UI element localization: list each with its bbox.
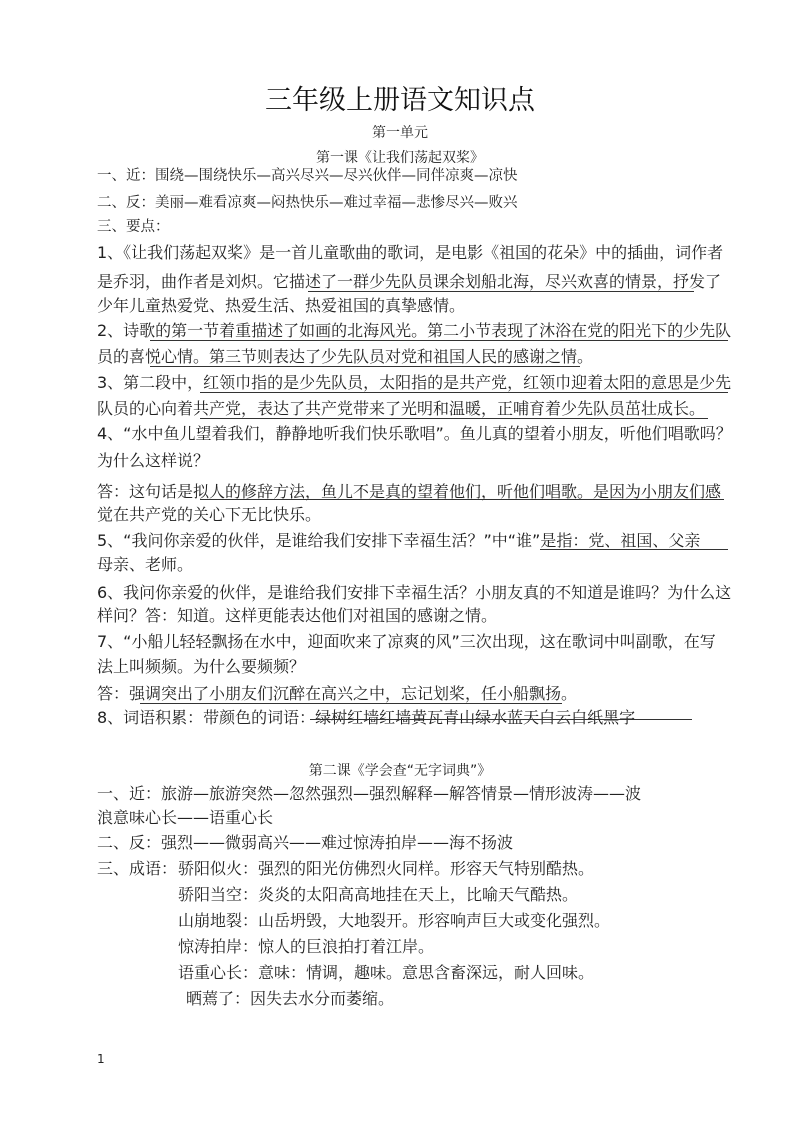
idiom-item: 语重心长：意味：情调，趣味。意思含畜深远，耐人回味。 — [178, 963, 595, 982]
lesson2-near-words-b: 浪意味心长——语重心长 — [97, 808, 274, 827]
lesson2-near-words-a: 一、近：旅游—旅游突然—忽然强烈—强烈解释—解答情景—情形波涛——波 — [97, 784, 642, 803]
idiom-item: 晒蔫了：因失去水分而萎缩。 — [186, 989, 395, 1008]
idiom-item: 骄阳当空：炎炎的太阳高高地挂在天上，比喻天气酷热。 — [178, 885, 579, 904]
point-8: 8、词语积累：带颜色的词语：绿树红墙红墙黄瓦青山绿水蓝天白云白纸黑字 — [97, 708, 636, 727]
point-2-line-b: 员的喜悦心情。第三节则表达了少先队员对党和祖国人民的感谢之情。 — [97, 347, 594, 366]
point-1-line-a: 1、《让我们荡起双桨》是一首儿童歌曲的歌词，是电影《祖国的花朵》中的插曲，词作者 — [97, 243, 724, 262]
underline — [200, 499, 724, 500]
point-5-line-b: 母亲、老师。 — [97, 555, 194, 574]
underline — [140, 703, 562, 704]
lesson2-idioms-label: 三、成语： — [97, 859, 178, 878]
point-3-line-b: 队员的心向着共产党，表达了共产党带来了光明和温暖，正哺育着少先队员茁壮成长。 — [97, 399, 706, 418]
underline — [150, 366, 580, 367]
point-7-line-b: 法上叫频频。为什么要频频？ — [97, 657, 306, 676]
underline — [310, 719, 692, 720]
unit-heading: 第一单元 — [372, 125, 428, 141]
underline — [200, 392, 728, 393]
idiom-item: 山崩地裂：山岳坍毁，大地裂开。形容响声巨大或变化强烈。 — [178, 911, 611, 930]
lesson2-heading: 第二课《学会查“无字词典”》 — [308, 763, 492, 779]
point-6-line-a: 6、我问你亲爱的伙伴，是谁给我们安排下幸福生活？小朋友真的不知道是谁吗？为什么这 — [97, 583, 732, 602]
point-1-line-b: 是乔羽，曲作者是刘炽。它描述了一群少先队员课余划船北海，尽兴欢喜的情景，抒发了 — [97, 272, 722, 291]
idiom-item: 惊涛拍岸：惊人的巨浪拍打着江岸。 — [178, 937, 435, 956]
underline — [200, 418, 708, 419]
point-7-answer: 答：强调突出了小朋友们沉醉在高兴之中，忘记划桨，任小船飘扬。 — [97, 684, 578, 703]
point-4-answer-a: 答：这句话是拟人的修辞方法，鱼儿不是真的望着他们，听他们唱歌。是因为小朋友们感 — [97, 482, 722, 501]
point-5-line-a: 5、“我问你亲爱的伙伴，是谁给我们安排下幸福生活？”中“谁”是指：党、祖国、父亲 — [97, 531, 701, 550]
point-4-line-a: 4、“水中鱼儿望着我们，静静地听我们快乐歌唱”。鱼儿真的望着小朋友，听他们唱歌吗？ — [97, 424, 732, 443]
point-6-line-b: 样问？答：知道。这样更能表达他们对祖国的感谢之情。 — [97, 606, 498, 625]
point-7-line-a: 7、“小船儿轻轻飘扬在水中，迎面吹来了凉爽的风”三次出现，这在歌词中叫副歌，在写 — [97, 632, 716, 651]
underline — [308, 291, 694, 292]
lesson1-antonyms: 二、反：美丽—难看凉爽—闷热快乐—难过幸福—悲惨尽兴—败兴 — [97, 195, 518, 211]
lesson1-near-words: 一、近：围绕—围绕快乐—高兴尽兴—尽兴伙伴—同伴凉爽—凉快 — [97, 168, 518, 184]
point-1-line-c: 少年儿童热爱党、热爱生活、热爱祖国的真挚感情。 — [97, 296, 466, 315]
underline — [540, 549, 728, 550]
point-2-line-a: 2、诗歌的第一节着重描述了如画的北海风光。第二小节表现了沐浴在党的阳光下的少先队 — [97, 321, 732, 340]
lesson1-points-label: 三、要点： — [97, 219, 170, 235]
point-3-line-a: 3、第二段中，红领巾指的是少先队员，太阳指的是共产党，红领巾迎着太阳的意思是少先 — [97, 373, 732, 392]
point-4-answer-b: 觉在共产党的关心下无比快乐。 — [97, 505, 322, 524]
point-4-line-b: 为什么这样说？ — [97, 451, 210, 470]
lesson2-antonyms: 二、反：强烈——微弱高兴——难过惊涛拍岸——海不扬波 — [97, 833, 514, 852]
page-title: 三年级上册语文知识点 — [265, 85, 535, 116]
idiom-item: 骄阳似火：强烈的阳光仿佛烈火同样。形容天气特别酷热。 — [178, 859, 595, 878]
page-number: 1 — [97, 1052, 105, 1066]
underline — [150, 340, 728, 341]
lesson1-heading: 第一课《让我们荡起双桨》 — [316, 150, 484, 166]
